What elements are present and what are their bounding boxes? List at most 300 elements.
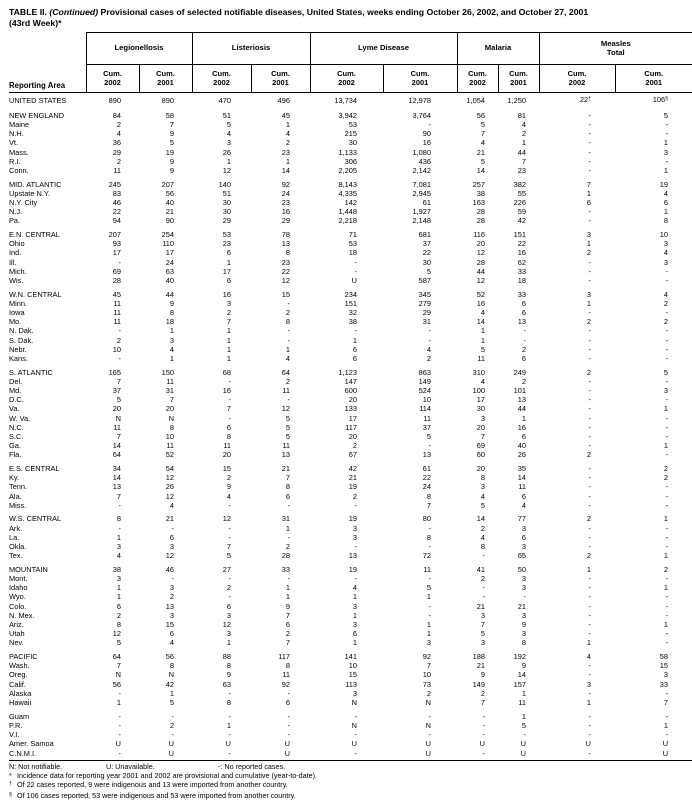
value-cell: - [665,482,669,492]
value-cell: 20 [476,239,486,249]
value-cell: - [588,404,592,414]
value-cell: 1 [426,620,432,630]
value-cell: 2 [285,376,291,386]
value-cell: 9 [521,661,527,671]
table-row-nev [9,638,692,647]
value-cell: 4 [521,119,527,129]
value-cell: 55 [517,188,527,198]
table-row-ariz [9,620,692,629]
value-cell: 1 [663,620,669,630]
value-cell: 681 [418,230,432,239]
value-cell: - [588,601,592,611]
value-cell: 19 [348,482,358,492]
value-cell: 2 [352,441,358,451]
value-cell: 37 [422,239,432,249]
table-row-pacific [9,652,692,661]
value-cell: 1 [586,188,592,198]
value-cell: 3 [116,574,121,584]
value-cell: 9 [226,670,231,680]
value-cell: 13 [281,450,291,460]
value-cell: 1,927 [412,207,432,217]
value-cell: 8 [226,661,231,671]
area-cell: Nebr. [9,344,27,354]
value-cell: 279 [418,298,432,308]
value-cell: 1,123 [338,367,358,377]
value-cell: U [520,739,527,749]
footnote-text: Incidence data for reporting year 2001 and 2002 are provisional and cumulative (year-to-date). [17,771,318,781]
table-row-n-mex [9,611,692,620]
value-cell: - [118,720,121,730]
value-cell: 7 [116,491,121,501]
value-cell: 10 [348,661,358,671]
cum-2002-header-malaria: Cum. 2002 [457,65,498,93]
value-cell: 11 [113,422,121,432]
value-cell: 21 [517,601,527,611]
area-cell: N.J. [9,207,23,217]
value-cell: 33 [659,679,669,689]
value-cell: - [665,601,669,611]
value-cell: 46 [165,564,174,574]
area-cell: MOUNTAIN [9,564,48,574]
table-row-wash [9,661,692,670]
table-row-tenn [9,482,692,491]
value-cell: - [665,266,669,276]
value-cell: 90 [165,216,174,226]
value-cell: 1 [521,711,527,721]
value-cell: 165 [108,367,121,377]
area-cell: D.C. [9,395,24,405]
value-cell: 3 [586,289,592,299]
notifiable-diseases-table [9,32,692,758]
value-cell: 20 [348,395,358,405]
table-row-s-atlantic [9,368,692,377]
value-cell: - [287,711,291,721]
value-cell: 2 [663,564,669,574]
value-cell: 12 [112,629,121,639]
value-cell: - [588,661,592,671]
area-cell: Kans. [9,354,28,364]
value-cell: 10 [422,395,432,405]
value-cell: 42 [517,216,527,226]
value-cell: U [351,276,358,286]
table-row-mass [9,148,692,157]
value-cell: 2 [426,354,432,364]
value-cell: 30 [222,198,231,207]
value-cell: 4 [480,138,486,148]
value-cell: 22 [422,473,432,483]
value-cell: 7 [586,179,592,189]
value-cell: - [665,308,669,318]
value-cell: 73 [422,679,432,689]
value-cell: 2 [480,574,486,584]
value-cell: 3 [521,523,527,533]
value-cell: - [118,354,121,364]
area-cell: Tenn. [9,482,28,492]
value-cell: 7 [521,156,527,166]
value-cell: 1 [586,638,592,648]
area-cell: Amer. Samoa [9,739,54,749]
value-cell: 29 [112,147,121,157]
value-cell: 40 [165,276,174,286]
value-cell: N [425,720,432,730]
value-cell: 4 [521,500,527,510]
value-cell: 6 [226,276,231,286]
value-cell: 6 [521,308,527,318]
value-cell: - [171,574,174,584]
value-cell: 8 [169,308,174,318]
value-cell: - [665,376,669,386]
value-cell: 1 [426,629,432,639]
value-cell: - [588,138,592,148]
value-cell: 7 [226,317,231,327]
value-cell: - [171,523,174,533]
area-cell: Va. [9,404,20,414]
value-cell: 12 [222,166,231,175]
area-cell: Mo. [9,317,22,327]
area-cell: Pa. [9,216,21,226]
table-row-okla [9,542,692,551]
value-cell: - [588,326,592,336]
value-cell: 4 [169,344,174,354]
value-cell: 11 [166,376,174,386]
value-cell: 1 [663,551,669,561]
value-cell: U [662,748,669,758]
value-cell: 28 [112,276,121,286]
value-cell: 92 [422,652,432,662]
value-cell: 22† [579,95,592,105]
value-cell: 2 [586,317,592,327]
table-row-upstate-n-y [9,189,692,198]
value-cell: U [225,739,231,749]
value-cell: 1 [226,638,231,648]
table-row-d-c [9,395,692,404]
value-cell: 7 [169,119,174,129]
table-row-del [9,377,692,386]
area-cell: N. Dak. [9,326,34,336]
value-cell: - [118,257,121,267]
value-cell: 16 [222,386,231,396]
value-cell: 11 [282,441,291,451]
value-cell: - [665,542,669,552]
value-cell: 8 [663,216,669,226]
value-cell: - [428,574,432,584]
value-cell: - [171,730,174,740]
value-cell: 5 [116,395,121,405]
value-cell: 6 [169,629,174,639]
value-cell: 2 [521,376,527,386]
value-cell: 3 [663,386,669,396]
value-cell: 2,945 [412,188,432,198]
value-cell: - [588,523,592,533]
value-cell: 4 [586,652,592,662]
value-cell: - [428,711,432,721]
value-cell: 1 [116,698,121,708]
value-cell: 13 [517,317,527,327]
value-cell: 44 [165,289,174,299]
value-cell: 1 [352,638,358,648]
value-cell: 42 [348,464,358,474]
value-cell: 5 [426,266,432,276]
value-cell: 2 [426,688,432,698]
value-cell: 8 [285,482,291,492]
table-row-mont [9,574,692,583]
value-cell: - [428,730,432,740]
value-cell: - [228,730,231,740]
value-cell: 149 [418,376,432,386]
area-cell: P.R. [9,720,23,730]
area-cell: Ky. [9,473,20,483]
value-cell: 3 [663,670,669,680]
value-cell: 5 [426,583,432,593]
value-cell: 11 [423,564,432,574]
footnote-line [9,791,692,801]
value-cell: 7 [116,661,121,671]
value-cell: 3 [521,583,527,593]
value-cell: U [585,739,592,749]
value-cell: 46 [112,198,121,207]
value-cell: 3,942 [338,110,358,120]
value-cell: 77 [517,514,527,524]
value-cell: - [665,432,669,442]
value-cell: - [588,711,592,721]
area-cell: Ala. [9,491,22,501]
value-cell: 22 [112,207,121,217]
value-cell: 16 [476,298,486,308]
value-cell: 11 [113,308,121,318]
value-cell: 1 [586,239,592,249]
value-cell: 29 [222,216,231,226]
value-cell: 2 [352,491,358,501]
value-cell: 93 [112,239,121,249]
value-cell: 6 [352,629,358,639]
area-cell: Miss. [9,500,27,510]
footnote-line [9,780,692,791]
value-cell: U [168,748,174,758]
value-cell: 64 [281,367,291,377]
value-cell: 20 [112,404,121,414]
area-cell: W. Va. [9,413,31,423]
area-cell: S. ATLANTIC [9,367,53,377]
value-cell: 21 [476,147,486,157]
value-cell: 58 [165,110,174,120]
value-cell: 100 [472,386,486,396]
value-cell: 345 [418,289,432,299]
value-cell: - [588,395,592,405]
value-cell: - [287,395,291,405]
value-cell: 27 [222,564,231,574]
value-cell: N [115,670,121,680]
value-cell: 3 [521,629,527,639]
value-cell: - [588,748,592,758]
value-cell: 2 [226,473,231,483]
value-cell: 59 [517,207,527,217]
value-cell: 4 [226,491,231,501]
value-cell: - [665,500,669,510]
table-row-n-y-city [9,198,692,207]
value-cell: 157 [513,679,527,689]
value-cell: 84 [112,110,121,120]
value-cell: 5 [285,432,291,442]
value-cell: 101 [513,386,527,396]
value-cell: 116 [473,230,486,239]
value-cell: 2 [169,720,174,730]
value-cell: U [351,739,358,749]
value-cell: - [287,574,291,584]
value-cell: - [588,482,592,492]
footnote-marker: † [588,95,592,102]
value-cell: - [665,638,669,648]
value-cell: - [428,601,432,611]
value-cell: - [665,413,669,423]
value-cell: 587 [418,276,432,286]
value-cell: 2 [116,335,121,345]
value-cell: 4 [116,129,121,139]
area-cell: W.N. CENTRAL [9,289,62,299]
value-cell: 16 [517,248,527,258]
value-cell: 5 [480,156,486,166]
value-cell: 13 [422,450,432,460]
value-cell: 20 [165,404,174,414]
column-group-listeriosis: Listeriosis [192,33,310,65]
value-cell: 3 [480,610,486,620]
value-cell: 1 [586,298,592,308]
value-cell: 5 [226,119,231,129]
value-cell: 30 [422,257,432,267]
value-cell: 3 [352,620,358,630]
area-cell: Minn. [9,298,28,308]
value-cell: - [428,119,432,129]
value-cell: 35 [517,464,527,474]
value-cell: 1 [480,326,486,336]
value-cell: 3 [663,147,669,157]
value-cell: 21 [348,473,358,483]
table-row-n-c [9,423,692,432]
value-cell: 33 [517,266,527,276]
value-cell: 2 [586,450,592,460]
table-row-ohio [9,239,692,248]
value-cell: - [588,156,592,166]
value-cell: 4 [663,188,669,198]
value-cell: 17 [476,395,486,405]
value-cell: 40 [517,441,527,451]
title-week: (43rd Week)* [9,17,62,28]
area-cell: Iowa [9,308,25,318]
table-row-new-england [9,111,692,120]
value-cell: 38 [348,317,358,327]
table-row-n-j [9,207,692,216]
value-cell: 11 [113,298,121,308]
value-cell: 8 [226,698,231,708]
value-cell: 23 [281,198,291,207]
value-cell: - [354,500,358,510]
value-cell: 140 [218,179,231,189]
table-row-p-r [9,721,692,730]
value-cell: 1,250 [507,96,527,106]
value-cell: 1 [226,720,231,730]
cum-2001-header-legionellosis: Cum. 2001 [139,65,192,93]
area-cell: C.N.M.I. [9,748,37,758]
value-cell: 6 [352,354,358,364]
value-cell: 65 [517,551,527,561]
table-row-idaho [9,583,692,592]
table-row-ala [9,492,692,501]
area-cell: Conn. [9,166,29,175]
value-cell: 2 [521,344,527,354]
value-cell: - [228,688,231,698]
value-cell: - [228,376,231,386]
value-cell: - [665,344,669,354]
value-cell: - [588,730,592,740]
value-cell: 58 [659,652,669,662]
value-cell: 32 [348,308,358,318]
area-cell: UNITED STATES [9,96,67,106]
value-cell: - [428,542,432,552]
table-row-kans [9,354,692,363]
value-cell: 192 [513,652,527,662]
value-cell: - [228,523,231,533]
value-cell: 3 [226,138,231,148]
value-cell: 63 [165,266,174,276]
value-cell: 20 [222,450,231,460]
value-cell: 3 [169,583,174,593]
value-cell: 8,143 [338,179,358,189]
value-cell: 1 [663,583,669,593]
value-cell: 5 [285,413,291,423]
area-cell: N. Mex. [9,610,35,620]
value-cell: 81 [517,110,527,120]
value-cell: 1 [521,138,527,148]
table-row-hawaii [9,698,692,707]
value-cell: - [588,422,592,432]
value-cell: - [428,335,432,345]
area-cell: Mich. [9,266,27,276]
value-cell: - [588,110,592,120]
value-cell: 15 [659,661,669,671]
value-cell: 1 [285,523,291,533]
value-cell: 12 [222,620,231,630]
value-cell: 306 [344,156,358,166]
value-cell: U [115,739,121,749]
value-cell: 3 [521,610,527,620]
value-cell: 8 [285,248,291,258]
value-cell: 94 [112,216,121,226]
value-cell: 7 [480,129,486,139]
table-row-s-c [9,432,692,441]
area-cell: Okla. [9,542,27,552]
value-cell: 4 [663,289,669,299]
value-cell: 2 [663,473,669,483]
value-cell: 2,148 [412,216,432,226]
value-cell: 3 [352,523,358,533]
value-cell: 7,081 [412,179,432,189]
value-cell: 5 [426,432,432,442]
cum-2002-header-legionellosis: Cum. 2002 [86,65,139,93]
value-cell: 21 [281,464,291,474]
area-cell: N.H. [9,129,24,139]
value-cell: - [588,386,592,396]
value-cell: 61 [422,198,432,207]
value-cell: 31 [422,317,432,327]
value-cell: 12 [476,248,486,258]
value-cell: - [588,583,592,593]
value-cell: 20 [476,464,486,474]
value-cell: - [354,326,358,336]
column-group-lyme-disease: Lyme Disease [310,33,457,65]
value-cell: 890 [108,96,121,106]
value-cell: - [588,119,592,129]
value-cell: 16 [222,289,231,299]
value-cell: 1 [663,514,669,524]
